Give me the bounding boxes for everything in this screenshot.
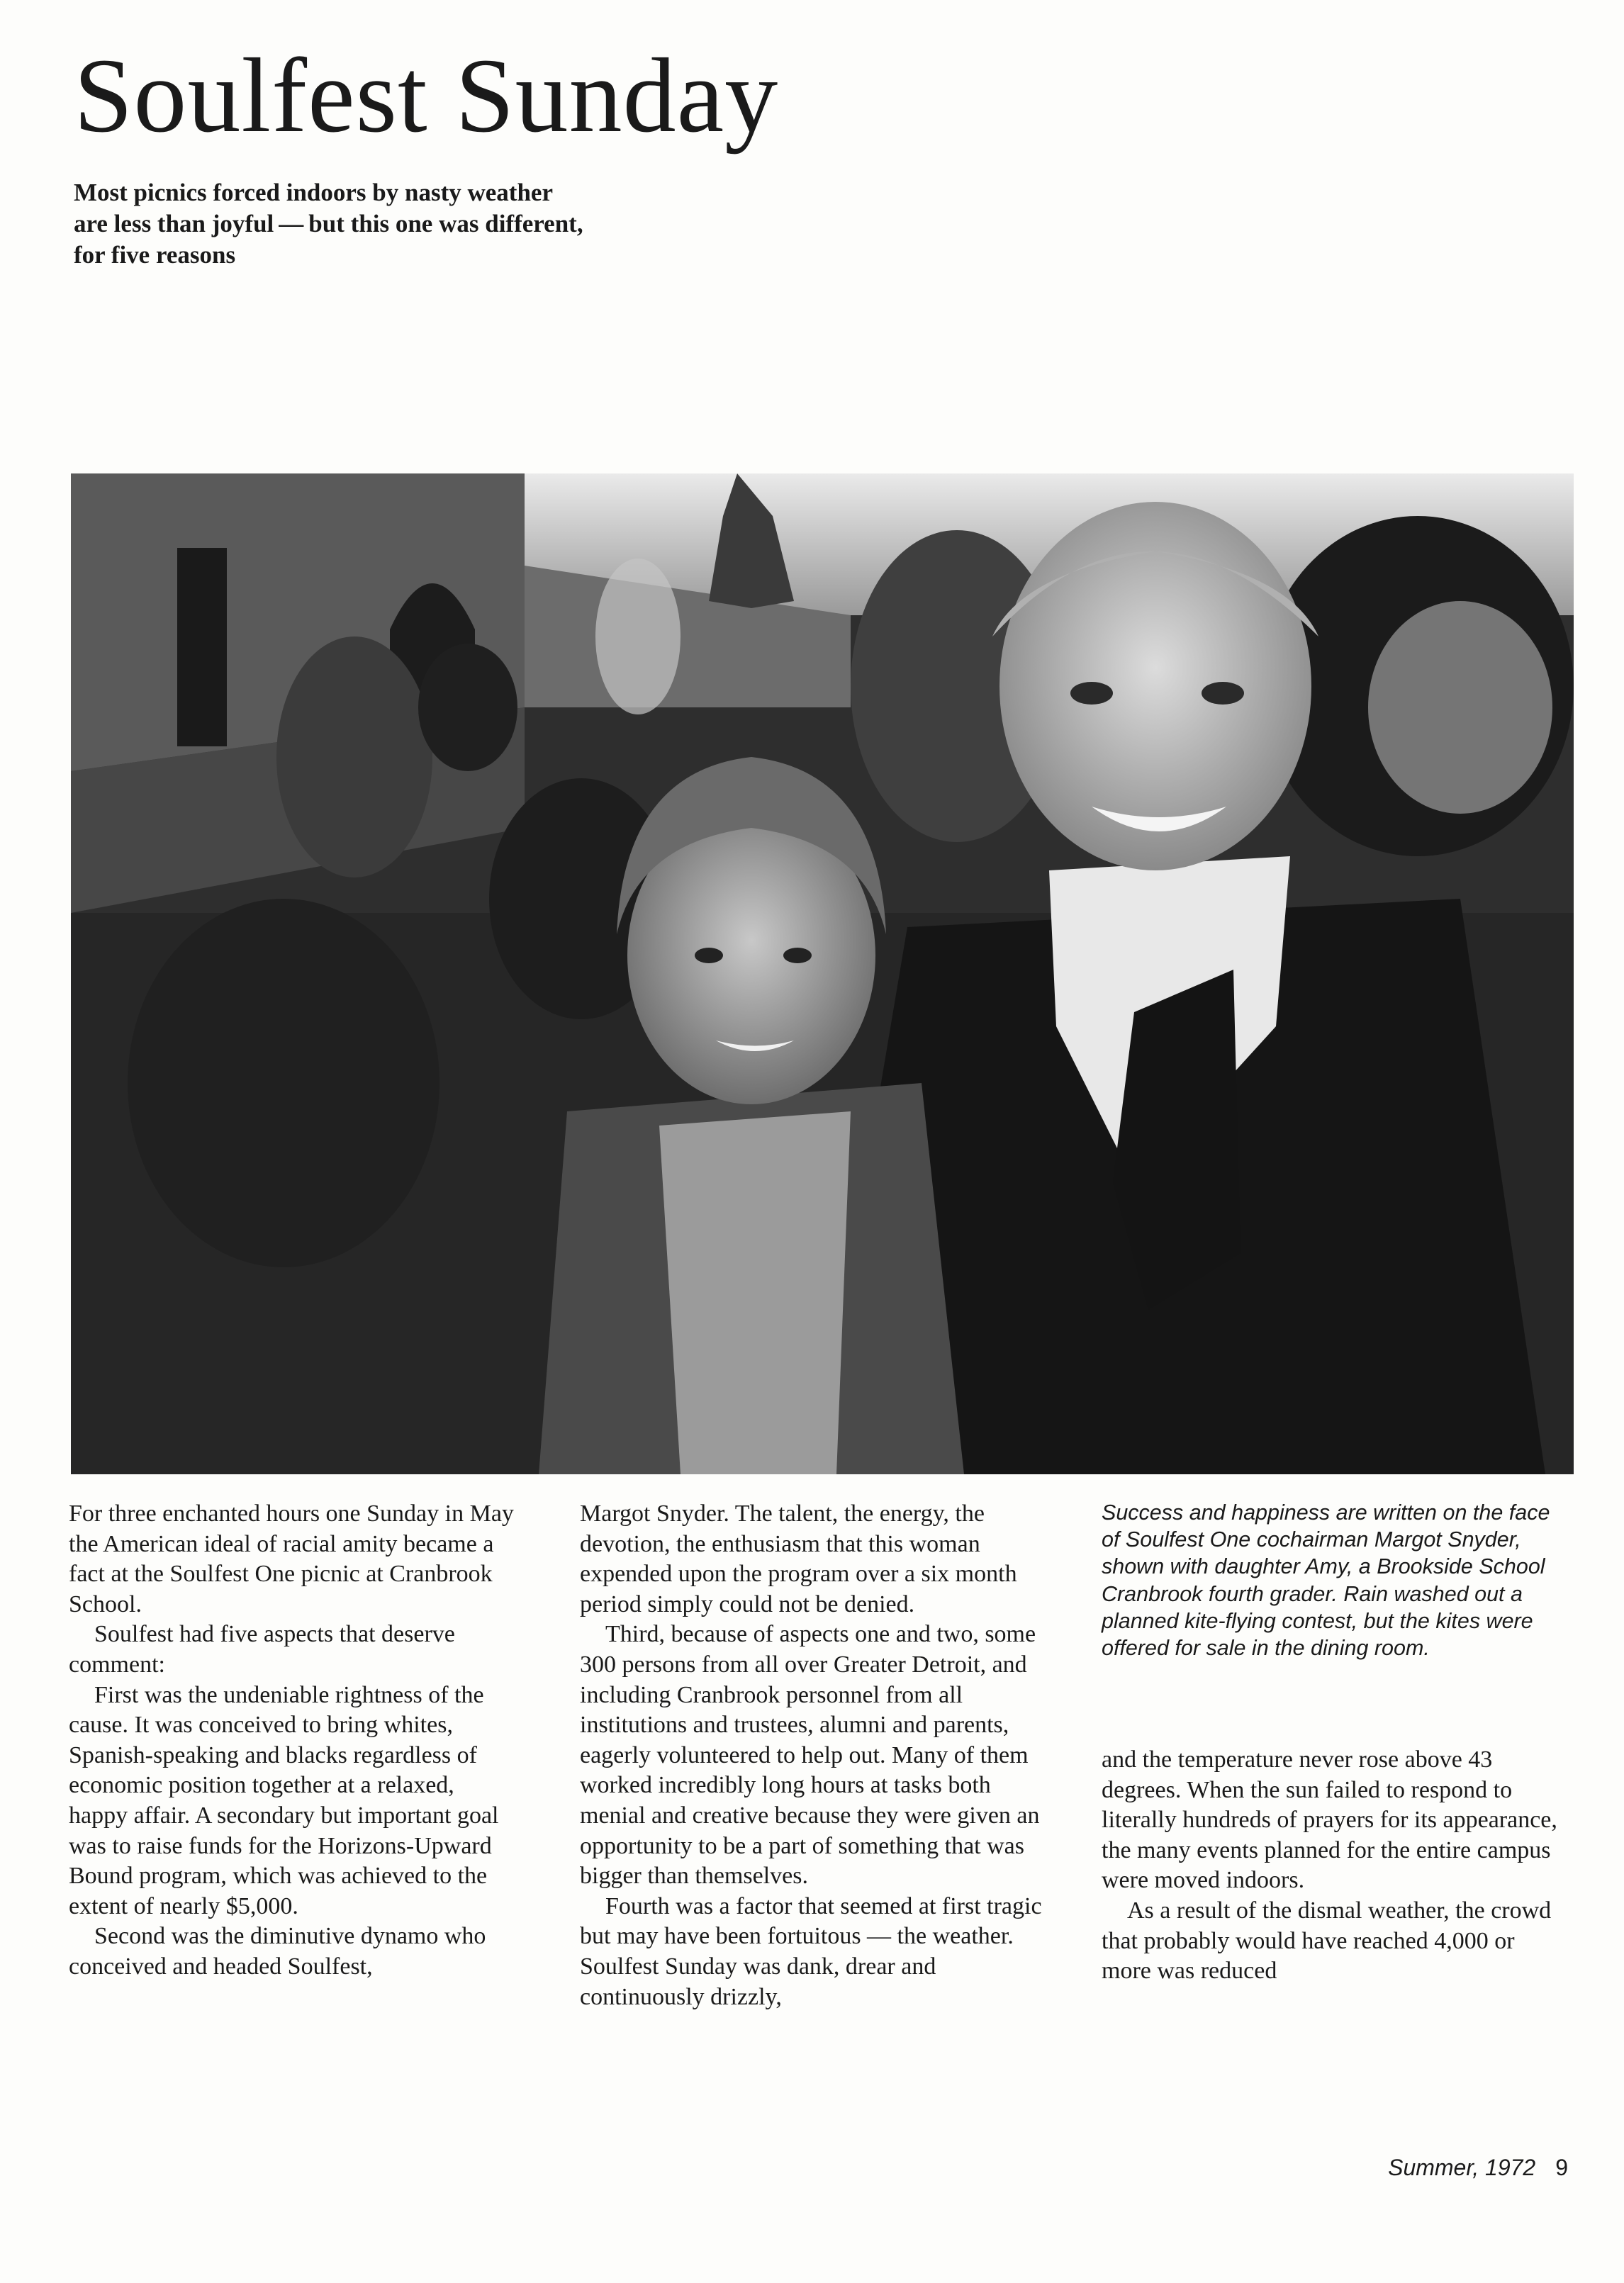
body-column-3 bbox=[1102, 1745, 1569, 1987]
article-title: Soulfest Sunday bbox=[74, 37, 779, 155]
photo-caption: Success and happiness are written on the face of Soulfest One cochairman Margot Snyder, shown with daughter Amy, a Brookside School Cranbrook fourth grader. Rain washed out a planned kite-flying contest, but the kites were offered for sale in the dining room. bbox=[1102, 1501, 1550, 1661]
article-dek: Most picnics forced indoors by nasty weather are less than joyful — but this one was different, for five reasons bbox=[74, 179, 583, 269]
photo-illustration bbox=[71, 473, 1574, 1474]
page-footer bbox=[1388, 2155, 1568, 2181]
paragraph: Fourth was a factor that seemed at first tragic but may have been fortuitous — the weather. Soulfest Sunday was dank, drear and continuously drizzly, bbox=[580, 1892, 1042, 2010]
issue-date: Summer, 1972 bbox=[1388, 2155, 1536, 2180]
article-photo bbox=[71, 473, 1574, 1474]
paragraph: For three enchanted hours one Sunday in May the American ideal of racial amity became a fact at the Soulfest One picnic at Cranbrook School. bbox=[69, 1501, 514, 1617]
paragraph: Second was the diminutive dynamo who conceived and headed Soulfest, bbox=[69, 1923, 486, 1980]
paragraph: Soulfest had five aspects that deserve comment: bbox=[69, 1621, 455, 1678]
paragraph: Third, because of aspects one and two, some 300 persons from all over Greater Detroit, and including Cranbrook personnel from all institutions and trustees, alumni and parents, eagerly volunteered to help out. Many of them worked incredibly long hours at tasks both menial and creative because they were given an opportunity to be a part of something that was bigger than themselves. bbox=[580, 1621, 1040, 1890]
body-column-1 bbox=[69, 1499, 519, 1982]
paragraph: and the temperature never rose above 43 degrees. When the sun failed to respond to literally hundreds of prayers for its appearance, the many events planned for the entire campus were moved indoors. bbox=[1102, 1746, 1557, 1894]
page-number: 9 bbox=[1555, 2155, 1568, 2180]
paragraph: As a result of the dismal weather, the crowd that probably would have reached 4,000 or more was reduced bbox=[1102, 1897, 1552, 1985]
paragraph: Margot Snyder. The talent, the energy, the devotion, the enthusiasm that this woman expended upon the program over a six month period simply could not be denied. bbox=[580, 1501, 1017, 1617]
paragraph: First was the undeniable rightness of the cause. It was conceived to bring whites, Spanish-speaking and blacks regardless of economic position together at a relaxed, happy affair. A secondary but important goal was to raise funds for the Horizons-Upward Bound program, which was achieved to the extent of nearly $5,000. bbox=[69, 1681, 499, 1919]
body-column-2 bbox=[580, 1499, 1048, 2012]
